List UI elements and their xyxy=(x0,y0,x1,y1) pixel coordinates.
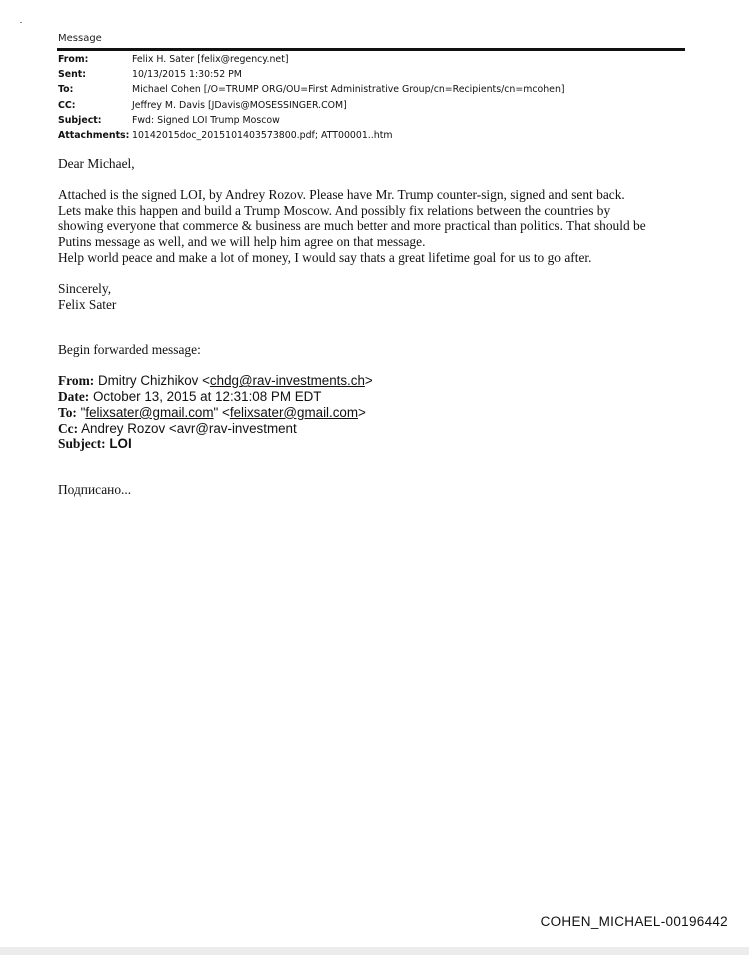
fwd-label: Subject: xyxy=(58,436,106,452)
greeting: Dear Michael, xyxy=(58,156,135,171)
fwd-label: To: xyxy=(58,404,77,420)
forwarded-subject xyxy=(58,436,678,452)
fwd-from-name: Dmitry Chizhikov < xyxy=(97,373,210,389)
header-cc-row xyxy=(58,98,565,113)
message-label: Message xyxy=(58,33,102,44)
fwd-to-email-link[interactable]: felixsater@gmail.com xyxy=(229,404,359,420)
body-line: Putins message as well, and we will help him agree on that message. xyxy=(58,234,426,250)
fwd-subject-value: LOI xyxy=(109,436,132,452)
bates-number: COHEN_MICHAEL-00196442 xyxy=(540,914,728,929)
header-subject-row xyxy=(58,113,565,128)
header-value: Felix H. Sater [felix@regency.net] xyxy=(132,54,289,65)
forwarded-from xyxy=(58,373,678,389)
header-attachments-row xyxy=(58,128,565,143)
email-header xyxy=(58,52,565,143)
fwd-from-close: > xyxy=(364,373,373,389)
fwd-from-email-link[interactable]: chdg@rav-investments.ch xyxy=(209,373,365,389)
header-value: 10142015doc_2015101403573800.pdf; ATT00001..htm xyxy=(132,130,393,142)
header-sent-row xyxy=(58,67,565,82)
header-key: From: xyxy=(58,54,89,65)
header-value: 10/13/2015 1:30:52 PM xyxy=(132,69,242,81)
header-key: To: xyxy=(58,84,74,96)
forwarded-content: Подписано... xyxy=(58,482,132,498)
forwarded-to: To: "felixsater@gmail.com" <felixsater@gmail.com> xyxy=(58,404,366,420)
header-to-row xyxy=(58,82,565,97)
header-key: Subject: xyxy=(58,114,102,126)
header-from-row xyxy=(58,52,565,67)
header-key: Sent: xyxy=(58,69,87,81)
body-line: showing everyone that commerce & business are much better and more practical than politics. That should be xyxy=(58,218,646,234)
closing: Sincerely, xyxy=(58,280,112,296)
fwd-label: Cc: xyxy=(58,420,79,436)
header-key: Attachments: xyxy=(58,130,130,142)
header-value: Michael Cohen [/O=TRUMP ORG/OU=First Administrative Group/cn=Recipients/cn=mcohen] xyxy=(132,84,565,96)
forward-intro: Begin forwarded message: xyxy=(58,342,201,358)
fwd-date-value: October 13, 2015 at 12:31:08 PM EDT xyxy=(92,388,322,404)
body-line: Lets make this happen and build a Trump Moscow. And possibly fix relations between the countries by xyxy=(58,202,611,218)
header-value: Fwd: Signed LOI Trump Moscow xyxy=(132,114,280,126)
scan-bottom-band xyxy=(0,947,749,955)
fwd-label: Date: xyxy=(58,388,90,404)
fwd-label: From: xyxy=(58,373,95,389)
fwd-cc-value: Andrey Rozov <avr@rav-investment xyxy=(81,420,297,436)
forwarded-header xyxy=(58,373,678,452)
fwd-to-name-link[interactable]: felixsater@gmail.com xyxy=(85,404,214,420)
header-value: Jeffrey M. Davis [JDavis@MOSESSINGER.COM] xyxy=(132,99,347,111)
signature: Felix Sater xyxy=(58,296,117,312)
forwarded-cc xyxy=(58,421,678,437)
header-key: CC: xyxy=(58,99,76,111)
body-line: Help world peace and make a lot of money, I would say thats a great lifetime goal for us to go after. xyxy=(58,249,592,265)
body-line: Attached is the signed LOI, by Andrey Rozov. Please have Mr. Trump counter-sign, signed and sent back. xyxy=(58,186,625,202)
forwarded-date xyxy=(58,389,678,405)
email-body xyxy=(58,156,678,498)
header-rule xyxy=(57,48,685,51)
scan-artifact xyxy=(20,22,22,23)
